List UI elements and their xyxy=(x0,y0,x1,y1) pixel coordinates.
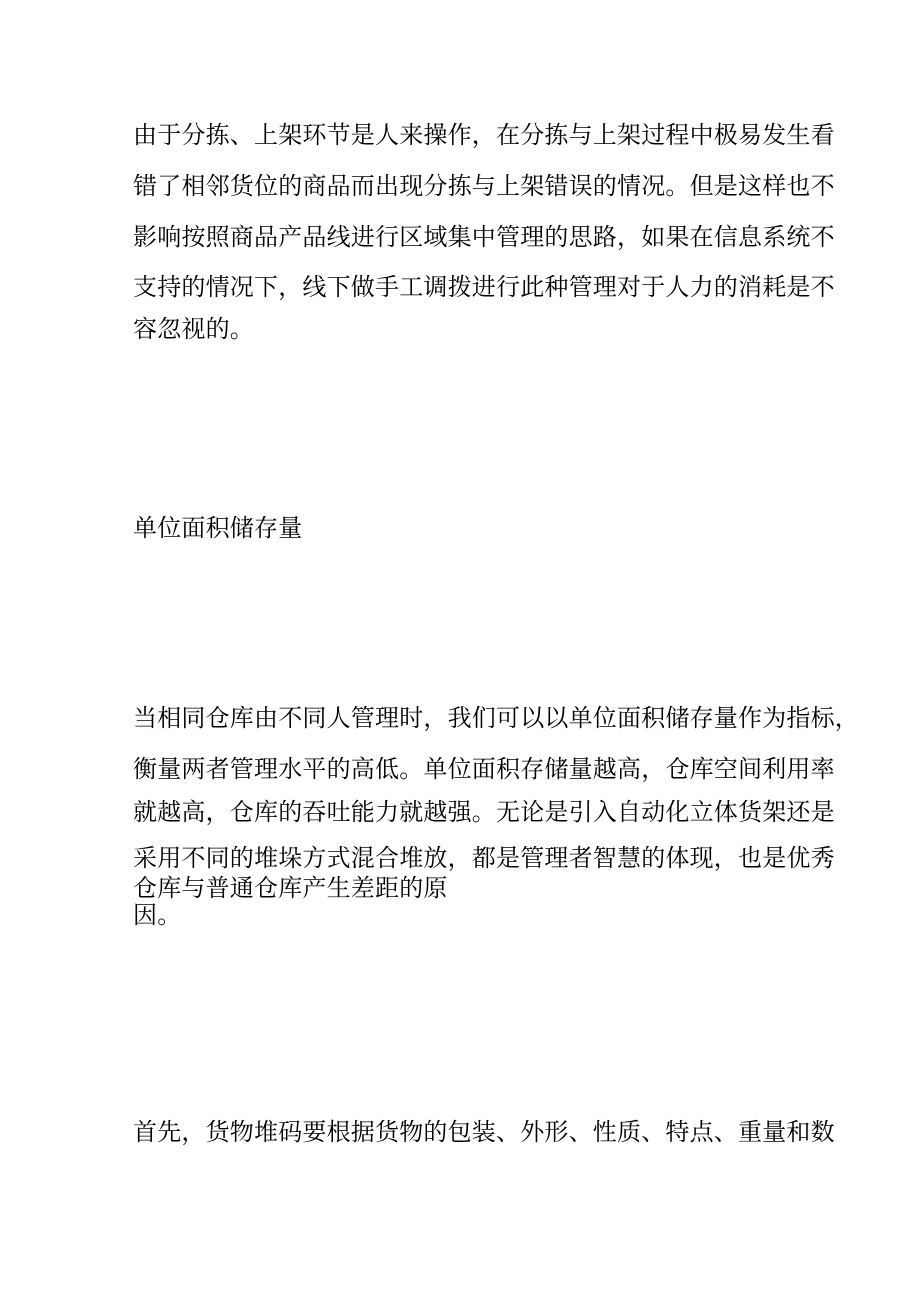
paragraph-line: 因。 xyxy=(133,901,182,929)
paragraph-line: 仓库与普通仓库产生差距的原 xyxy=(133,874,448,902)
paragraph-line: 当相同仓库由不同人管理时，我们可以以单位面积储存量作为指标， xyxy=(133,704,859,732)
section-heading: 单位面积储存量 xyxy=(133,514,303,542)
paragraph-line: 衡量两者管理水平的高低。单位面积存储量越高，仓库空间利用率 xyxy=(133,755,835,783)
paragraph-line: 采用不同的堆垛方式混合堆放，都是管理者智慧的体现，也是优秀 xyxy=(133,844,835,872)
paragraph-line: 错了相邻货位的商品而出现分拣与上架错误的情况。但是这样也不 xyxy=(133,172,835,200)
paragraph-line: 就越高，仓库的吞吐能力就越强。无论是引入自动化立体货架还是 xyxy=(133,798,835,826)
paragraph-line: 由于分拣、上架环节是人来操作，在分拣与上架过程中极易发生看 xyxy=(133,121,835,149)
paragraph-line: 支持的情况下，线下做手工调拨进行此种管理对于人力的消耗是不 xyxy=(133,273,835,301)
paragraph-line: 影响按照商品产品线进行区域集中管理的思路，如果在信息系统不 xyxy=(133,223,835,251)
paragraph-line: 容忽视的。 xyxy=(133,315,254,343)
paragraph-line: 首先，货物堆码要根据货物的包装、外形、性质、特点、重量和数 xyxy=(133,1118,835,1146)
